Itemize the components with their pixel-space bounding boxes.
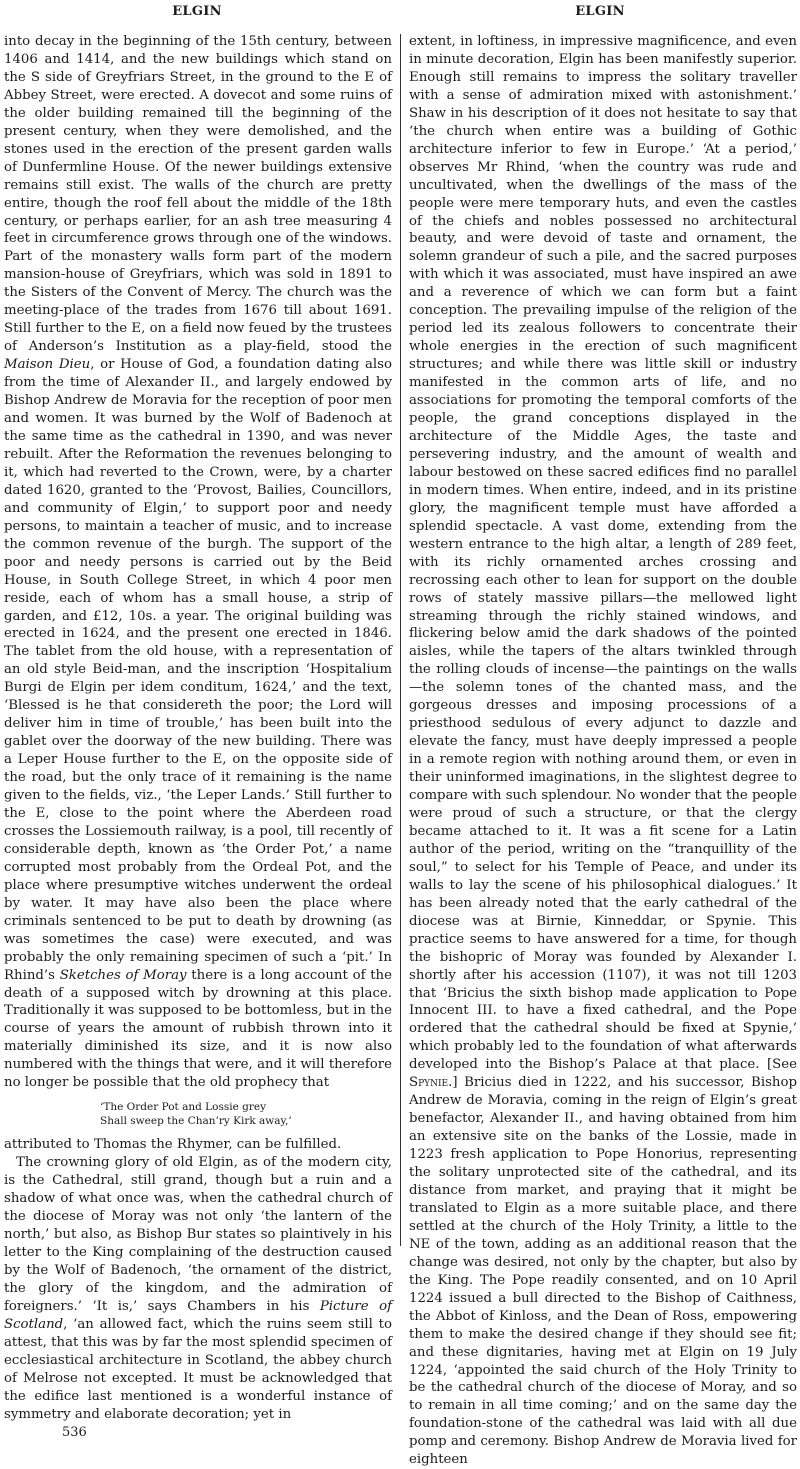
- verse-quote: [100, 1100, 392, 1128]
- italic-title: Maison Dieu: [4, 357, 91, 373]
- text-run: , ‘an allowed fact, which the ruins seem still to attest, that this was by far the most splendid specimen of ecclesiastical architecture in Scotland, the abbey church of Melrose not excepted. It must be acknowledged that the edifice last mentioned is a wonderful instance of symmetry and elaborate decoration; yet in: [4, 1316, 392, 1422]
- italic-title: Picture of Scotland: [4, 1298, 392, 1332]
- right-column: [409, 33, 797, 1469]
- text-run: .] Bricius died in 1222, and his successor, Bishop Andrew de Moravia, coming in the reign of Elgin’s great benefactor, Alexander II., and having obtained from him an extensive site on the banks of the Lossie, made in 1223 fresh application to Pope Honorius, representing the solitary unprotected site of the cathedral, and its distance from market, and praying that it might be translated to Elgin as a more suitable place, and there settled at the church of the Holy Trinity, a little to the NE of the town, adding as an additional reason that the change was desired, not only by the chapter, but also by the King. The Pope readily consented, and on 10 April 1224 issued a bull directed to the Bishop of Caithness, the Abbot of Kinloss, and the Dean of Ross, empowering them to make the desired change if they should see fit; and these dignitaries, having met at Elgin on 19 July 1224, ‘appointed the said church of the Holy Trinity to be the cathedral church of the diocese of Moray, and so to remain in all time coming;’ and on the same day the foundation-stone of the cathedral was laid with all due pomp and ceremony. Bishop Andrew de Moravia lived for eighteen: [409, 1075, 797, 1468]
- verse-line-1: ‘The Order Pot and Lossie grey: [100, 1101, 267, 1114]
- paragraph: [4, 33, 392, 1092]
- paragraph: [4, 1154, 392, 1423]
- left-paragraphs-after-quote: [4, 1136, 392, 1423]
- text-run: there is a long account of the death of a supposed witch by drowning at this place. Traditionally it was supposed to be bottomless, but in the course of years the amount of rubbish thrown into it materially diminished its size, and it is now also numbered with the things that were, and it will therefore no longer be possible that the old prophecy that: [4, 967, 392, 1091]
- text-run: extent, in loftiness, in impressive magnificence, and even in minute decoration, Elgin has been manifestly superior. Enough still remains to impress the solitary traveller with a sense of admiration mixed with astonishment.’ Shaw in his description of it does not hesitate to say that ‘the church when entire was a building of Gothic architecture inferior to few in Europe.’ ‘At a period,’ observes Mr Rhind, ‘when the country was rude and uncultivated, when the dwellings of the mass of the people were mere temporary huts, and even the castles of the chiefs and nobles possessed no architectural beauty, and were devoid of taste and ornament, the solemn grandeur of such a pile, and the sacred purposes with which it was associated, must have inspired an awe and a reverence of which we can form but a faint conception. The prevailing impulse of the religion of the period led its zealous followers to concentrate their whole energies in the erection of such magnificent structures; and while there was little skill or industry manifested in the common arts of life, and no associations for promoting the temporal comforts of the people, the grand conceptions displayed in the architecture of the Middle Ages, the taste and persevering industry, and the amount of wealth and labour bestowed on these sacred edifices find no parallel in modern times. When entire, indeed, and in its pristine glory, the magnificent temple must have afforded a splendid spectacle. A vast dome, extending from the western entrance to the high altar, a length of 289 feet, with its richly ornamented arches crossing and recrossing each other to lean for support on the double rows of stately massive pillars—the mellowed light streaming through the richly stained windows, and flickering below amid the dark shadows of the pointed aisles, while the tapers of the altars twinkled through the rolling clouds of incense—the paintings on the walls—the solemn tones of the chanted mass, and the gorgeous dresses and imposing processions of a priesthood sedulous of every adjunct to dazzle and elevate the fancy, must have deeply impressed a people in a remote region with nothing around them, or even in their uninformed imaginations, in the slightest degree to compare with such splendour. No wonder that the people were proud of such a structure, or that the clergy became attached to it. It was a fit scene for a Latin author of the period, writing on the “tranquillity of the soul,” to select for his Temple of Peace, and under its walls to lay the scene of his philosophical dialogues.’ It has been already noted that the early cathedral of the diocese was at Birnie, Kinneddar, or Spynie. This practice seems to have answered for a time, for though the bishopric of Moray was founded by Alexander I. shortly after his accession (1107), it was not till 1203 that ‘Bricius the sixth bishop made application to Pope Innocent III. to have a fixed cathedral, and the Pope ordered that the cathedral should be fixed at Spynie,’ which probably led to the foundation of what afterwards developed into the Bishop’s Palace at that place. [See: [409, 34, 798, 1073]
- verse-line-2: Shall sweep the Chan’ry Kirk away,’: [100, 1115, 292, 1128]
- italic-title: Sketches of Moray: [59, 967, 187, 983]
- paragraph: [4, 1136, 392, 1154]
- text-run: The crowning glory of old Elgin, as of the modern city, is the Cathedral, still grand, though but a ruin and a shadow of what once was, when the cathedral church of the diocese of Moray was not only ‘the lantern of the north,’ but also, as Bishop Bur states so plaintively in his letter to the King complaining of the destruction caused by the Wolf of Badenoch, ‘the ornament of the district, the glory of the kingdom, and the admiration of foreigners.’ ‘It is,’ says Chambers in his: [4, 1155, 392, 1314]
- running-header-right: ELGIN: [575, 4, 625, 19]
- text-run: attributed to Thomas the Rhymer, can be fulfilled.: [4, 1137, 342, 1153]
- running-header-left: ELGIN: [172, 4, 222, 19]
- small-caps-ref: Spynie: [409, 1075, 449, 1091]
- text-run: , or House of God, a foundation dating also from the time of Alexander II., and largely endowed by Bishop Andrew de Moravia for the reception of poor men and women. It was burned by the Wolf of Badenoch at the same time as the cathedral in 1390, and was never rebuilt. After the Reformation the revenues belonging to it, which had reverted to the Crown, were, by a charter dated 1620, granted to the ‘Provost, Bailies, Councillors, and community of Elgin,’ to support poor and needy persons, to maintain a teacher of music, and to increase the common revenue of the burgh. The support of the poor and needy persons is carried out by the Beid House, in South College Street, in which 4 poor men reside, each of whom has a small house, a strip of garden, and £12, 10s. a year. The original building was erected in 1624, and the present one erected in 1846. The tablet from the old house, with a representation of an old style Beid-man, and the inscription ‘Hospitalium Burgi de Elgin per idem conditum, 1624,’ and the text, ‘Blessed is he that considereth the poor; the Lord will deliver him in time of trouble,’ has been built into the gablet over the doorway of the new building. There was a Leper House further to the E, on the opposite side of the road, but the only trace of it remaining is the name given to the fields, viz., ‘the Leper Lands.’ Still further to the E, close to the point where the Aberdeen road crosses the Lossiemouth railway, is a pool, till recently of considerable depth, known as ‘the Order Pot,’ a name corrupted most probably from the Ordeal Pot, and the place where presumptive witches underwent the ordeal by water. It may have also been the place where criminals sentenced to be put to death by drowning (as was sometimes the case) were executed, and was probably the only remaining specimen of such a ‘pit.’ In Rhind’s: [4, 357, 392, 983]
- left-paragraphs: [4, 33, 392, 1092]
- page-number: 536: [62, 1425, 87, 1441]
- right-paragraphs: [409, 33, 797, 1469]
- column-divider: [400, 34, 401, 1246]
- text-run: into decay in the beginning of the 15th century, between 1406 and 1414, and the new buildings which stand on the S side of Greyfriars Street, in the ground to the E of Abbey Street, were erected. A dovecot and some ruins of the older building remained till the beginning of the present century, when they were demolished, and the stones used in the erection of the present garden walls of Dunfermline House. Of the newer buildings extensive remains still exist. The walls of the church are pretty entire, though the roof fell about the middle of the 18th century, or perhaps earlier, for an ash tree measuring 4 feet in circumference grows through one of the windows. Part of the monastery walls form part of the modern mansion-house of Greyfriars, which was sold in 1891 to the Sisters of the Convent of Mercy. The church was the meeting-place of the trades from 1676 till about 1691. Still further to the E, on a field now feued by the trustees of Anderson’s Institution as a play-field, stood the: [4, 34, 392, 355]
- paragraph: [409, 33, 797, 1469]
- left-column: [4, 33, 392, 1441]
